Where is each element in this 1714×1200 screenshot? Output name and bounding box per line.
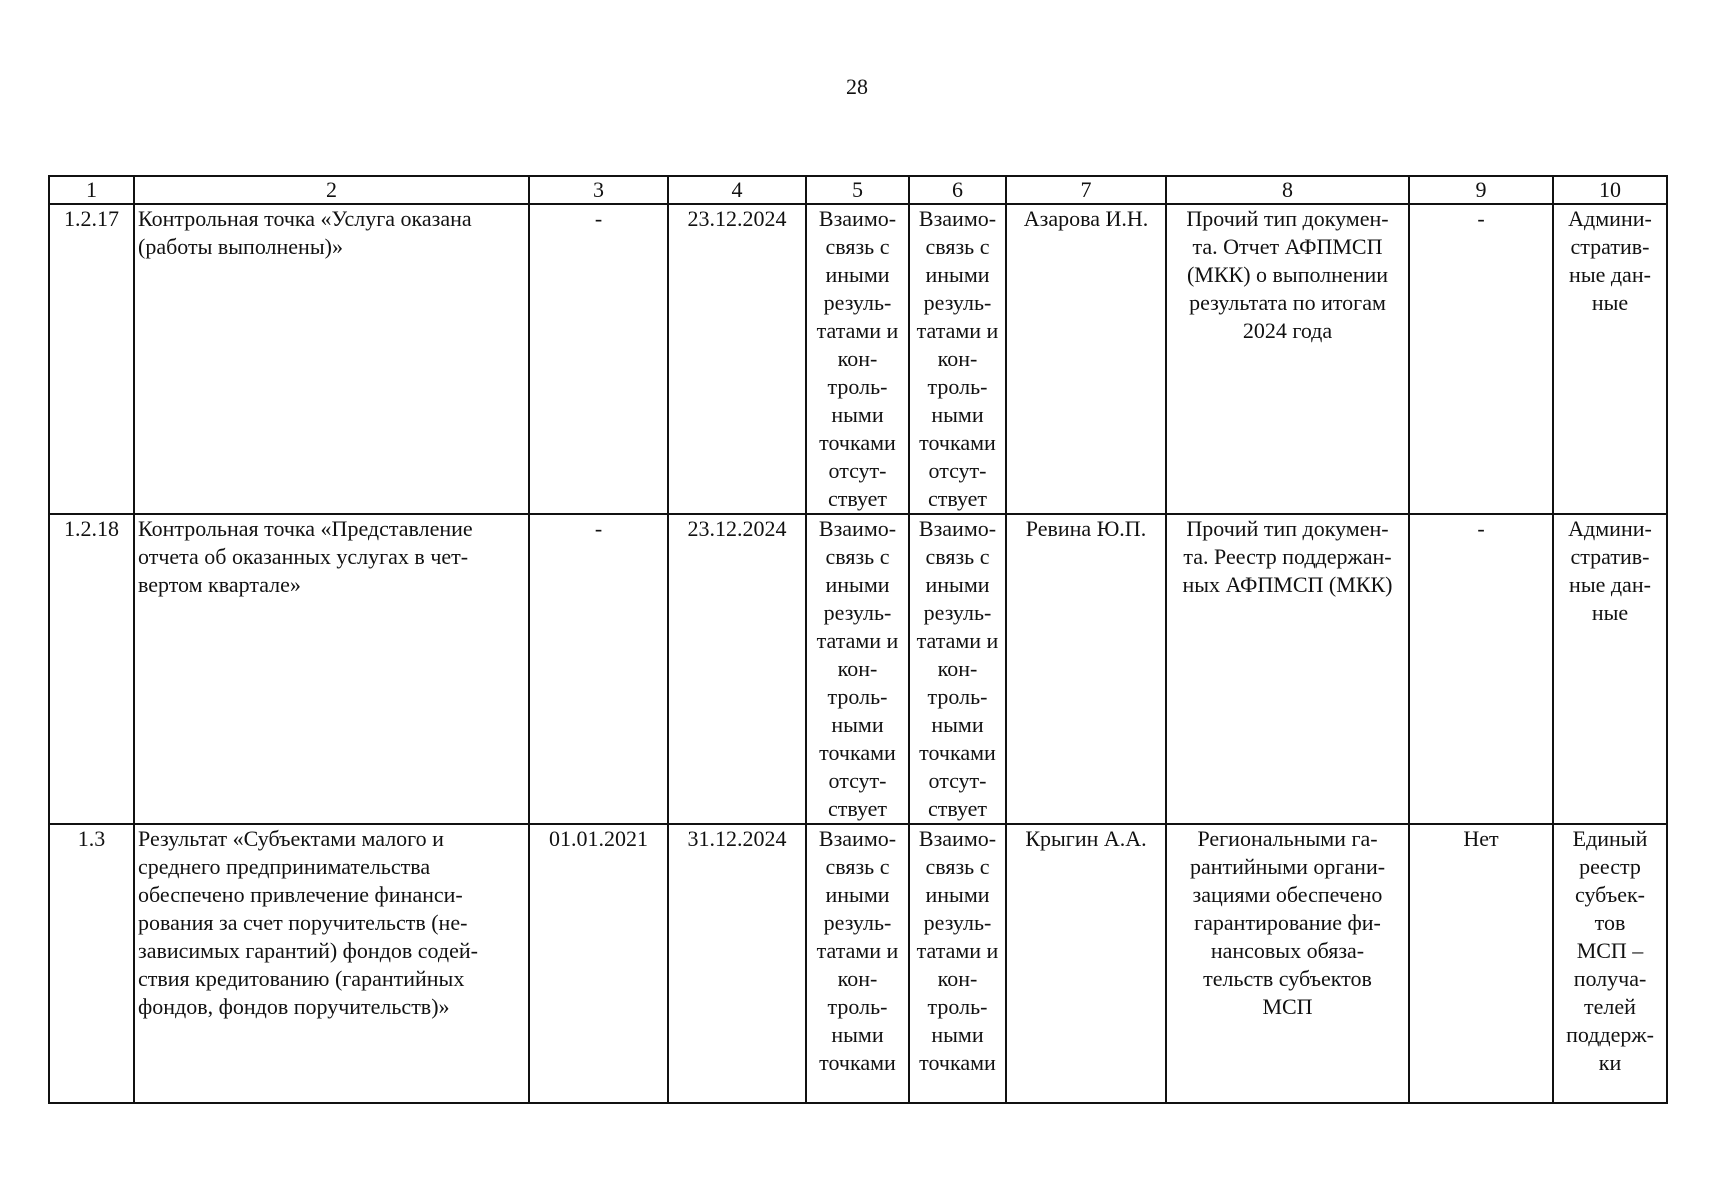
row-col6: Взаимо- связь с иными резуль- татами и кон- троль- ными точками отсут- ствует xyxy=(909,204,1006,514)
table-row xyxy=(49,824,1667,1103)
header-row xyxy=(49,176,1667,204)
row-responsible: Крыгин А.А. xyxy=(1006,824,1166,1103)
header-col-10: 10 xyxy=(1553,176,1667,204)
row-col5: Взаимо- связь с иными резуль- татами и кон- троль- ными точками xyxy=(806,824,909,1103)
row-document: Прочий тип докумен- та. Реестр поддержан- ных АФПМСП (МКК) xyxy=(1166,514,1409,824)
row-name: Контрольная точка «Услуга оказана (работы выполнены)» xyxy=(134,204,529,514)
row-col10: Единый реестр субъек- тов МСП – получа- телей поддерж- ки xyxy=(1553,824,1667,1103)
table-row xyxy=(49,204,1667,514)
page-number: 28 xyxy=(846,74,868,99)
row-end-date: 23.12.2024 xyxy=(668,204,806,514)
row-col9: - xyxy=(1409,204,1553,514)
header-col-3: 3 xyxy=(529,176,668,204)
row-name: Контрольная точка «Представление отчета об оказанных услугах в чет- вертом квартале» xyxy=(134,514,529,824)
header-col-9: 9 xyxy=(1409,176,1553,204)
row-document: Региональными га- рантийными органи- зациями обеспечено гарантирование фи- нансовых обяза- тельств субъектов МСП xyxy=(1166,824,1409,1103)
row-col6: Взаимо- связь с иными резуль- татами и кон- троль- ными точками отсут- ствует xyxy=(909,514,1006,824)
row-end-date: 31.12.2024 xyxy=(668,824,806,1103)
header-col-2: 2 xyxy=(134,176,529,204)
header-col-8: 8 xyxy=(1166,176,1409,204)
row-start-date: - xyxy=(529,514,668,824)
row-start-date: - xyxy=(529,204,668,514)
plan-table xyxy=(48,175,1668,1104)
row-responsible: Азарова И.Н. xyxy=(1006,204,1166,514)
row-number: 1.2.17 xyxy=(49,204,134,514)
header-col-7: 7 xyxy=(1006,176,1166,204)
row-col9: Нет xyxy=(1409,824,1553,1103)
header-col-4: 4 xyxy=(668,176,806,204)
row-col5: Взаимо- связь с иными резуль- татами и кон- троль- ными точками отсут- ствует xyxy=(806,204,909,514)
row-start-date: 01.01.2021 xyxy=(529,824,668,1103)
row-col10: Админи- стратив- ные дан- ные xyxy=(1553,204,1667,514)
row-end-date: 23.12.2024 xyxy=(668,514,806,824)
row-number: 1.2.18 xyxy=(49,514,134,824)
row-col6: Взаимо- связь с иными резуль- татами и кон- троль- ными точками xyxy=(909,824,1006,1103)
header-col-1: 1 xyxy=(49,176,134,204)
header-col-5: 5 xyxy=(806,176,909,204)
row-number: 1.3 xyxy=(49,824,134,1103)
table-row xyxy=(49,514,1667,824)
row-document: Прочий тип докумен- та. Отчет АФПМСП (МКК) о выполнении результата по итогам 2024 года xyxy=(1166,204,1409,514)
header-col-6: 6 xyxy=(909,176,1006,204)
row-responsible: Ревина Ю.П. xyxy=(1006,514,1166,824)
row-col9: - xyxy=(1409,514,1553,824)
row-col10: Админи- стратив- ные дан- ные xyxy=(1553,514,1667,824)
row-name: Результат «Субъектами малого и среднего предпринимательства обеспечено привлечение финанси- рования за счет поручительств (не- зависимых гарантий) фондов содей- ствия кредитованию (гарантийных фондов, фондов поручительств)» xyxy=(134,824,529,1103)
row-col5: Взаимо- связь с иными резуль- татами и кон- троль- ными точками отсут- ствует xyxy=(806,514,909,824)
